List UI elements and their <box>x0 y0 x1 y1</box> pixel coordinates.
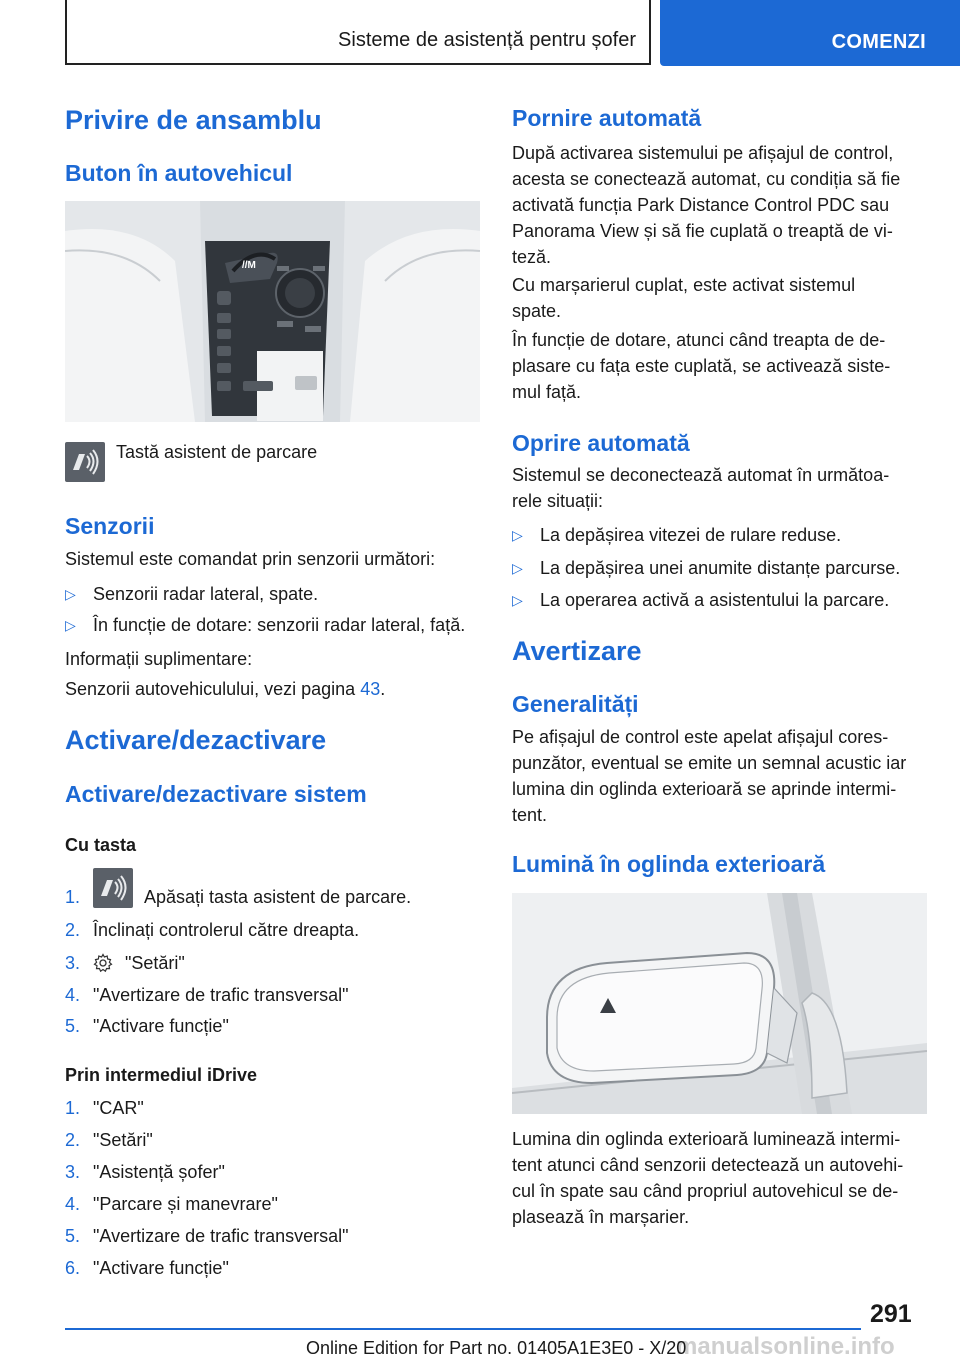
watermark: manualsonline.info <box>676 1333 895 1360</box>
heading-via-idrive: Prin intermediul iDrive <box>65 1065 258 1085</box>
sensors-reference: Senzorii autovehiculului, vezi pagina 43. <box>65 679 386 699</box>
center-console-image <box>65 201 480 422</box>
more-info-label: Informații suplimentare: <box>65 649 253 669</box>
header-rule-bottom <box>65 63 651 65</box>
triangle-right-icon: ▷ <box>512 592 523 608</box>
chapter-tab-label: COMENZI <box>831 31 926 53</box>
exterior-mirror-image <box>512 893 927 1114</box>
footer-rule <box>65 1328 861 1330</box>
figure-caption-park-assist: Tastă asistent de parcare <box>116 442 318 462</box>
triangle-right-icon: ▷ <box>65 586 76 602</box>
heading-general: Generalități <box>512 691 639 717</box>
park-assist-button-icon <box>65 442 105 482</box>
park-assist-button-icon <box>93 868 133 908</box>
svg-text://M: //M <box>242 260 256 271</box>
sensors-intro: Sistemul este comandat prin senzorii următori: <box>65 549 436 569</box>
heading-button-in-vehicle: Buton în autovehicul <box>65 160 293 186</box>
reverse-paragraph: Cu marșarierul cuplat, este activat sistemul spate. <box>512 275 856 321</box>
page-number: 291 <box>870 1300 912 1328</box>
section-title: Sisteme de asistență pentru șofer <box>338 29 636 51</box>
autostart-paragraph: După activarea sistemului pe afișajul de control, acesta se conectează automat, cu condiția să fie activată funcția Park Distance Control PDC sau Panorama View și să fie cuplată o treaptă de vi- teză. <box>512 143 901 267</box>
page-link-43[interactable]: 43 <box>360 679 381 699</box>
autostop-paragraph: Sistemul se deconectează automat în următoa- rele situații: <box>512 465 890 511</box>
gear-icon <box>93 953 113 980</box>
forward-paragraph: În funcție de dotare, atunci când treapta de de- plasare cu fața este cuplată, se activează siste- mul față. <box>512 330 891 402</box>
heading-warning: Avertizare <box>512 636 642 666</box>
header-rule-left <box>65 0 67 64</box>
triangle-right-icon: ▷ <box>65 617 76 633</box>
heading-overview: Privire de ansamblu <box>65 105 322 135</box>
mirror-paragraph: Lumina din oglinda exterioară luminează intermi- tent atunci când senzorii detectează un autovehi- cul în spate sau când propriul autovehicul se de- plasează în marșarier. <box>512 1129 904 1227</box>
triangle-right-icon: ▷ <box>512 527 523 543</box>
heading-activation-system: Activare/dezactivare sistem <box>65 781 367 807</box>
triangle-right-icon: ▷ <box>512 560 523 576</box>
header-rule-mid <box>649 0 651 64</box>
heading-mirror-light: Lumină în oglinda exterioară <box>512 851 826 877</box>
heading-autostop: Oprire automată <box>512 430 690 456</box>
general-paragraph: Pe afișajul de control este apelat afișajul cores- punzător, eventual se emite un semnal acustic iar lumina din oglinda exterioară se aprinde intermi- tent. <box>512 727 907 825</box>
chapter-tab[interactable] <box>660 0 960 66</box>
heading-sensors: Senzorii <box>65 513 155 539</box>
heading-with-button: Cu tasta <box>65 835 137 855</box>
heading-autostart: Pornire automată <box>512 105 702 131</box>
edition-text: Online Edition for Part no. 01405A1E3E0 - X/20 <box>306 1338 687 1358</box>
heading-activation: Activare/dezactivare <box>65 725 327 755</box>
